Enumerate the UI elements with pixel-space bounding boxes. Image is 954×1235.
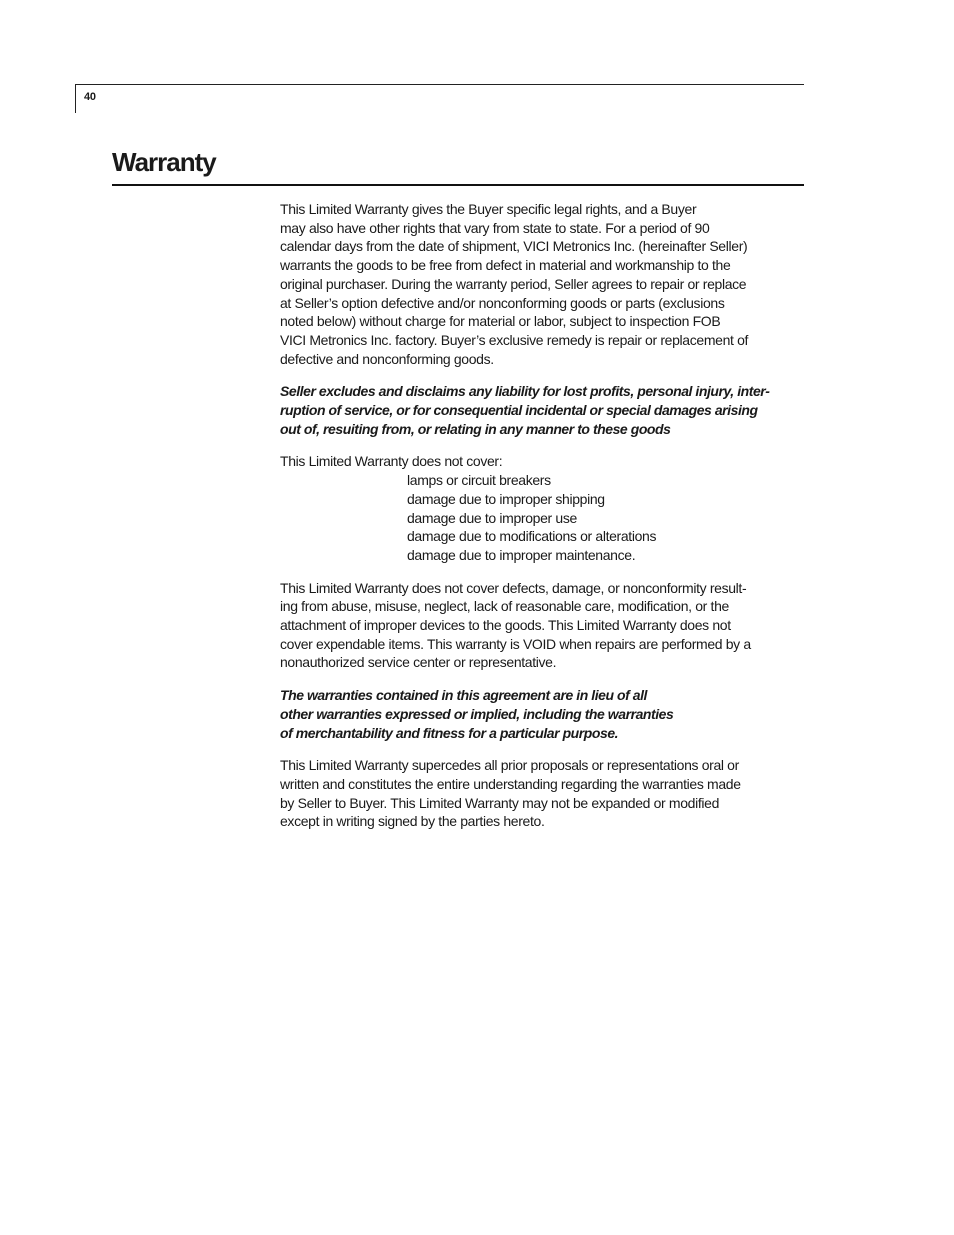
text-line: other warranties expressed or implied, including the warranties xyxy=(280,705,674,722)
text-line: warrants the goods to be free from defect in material and workmanship to the xyxy=(280,257,731,274)
text-line: may also have other rights that vary from state to state. For a period of 90 xyxy=(280,219,710,236)
text-line: VICI Metronics Inc. factory. Buyer’s exclusive remedy is repair or replacement of xyxy=(280,331,749,348)
text-line: defective and nonconforming goods. xyxy=(280,350,494,367)
paragraph-not-covered xyxy=(280,579,806,673)
text-line: ing from abuse, misuse, neglect, lack of reasonable care, modification, or the xyxy=(280,598,729,615)
text-line: cover expendable items. This warranty is VOID when repairs are performed by a xyxy=(280,635,751,652)
text-line: This Limited Warranty supercedes all prior proposals or representations oral or xyxy=(280,757,739,774)
page-title: Warranty xyxy=(112,147,216,177)
text-line: This Limited Warranty gives the Buyer specific legal rights, and a Buyer xyxy=(280,201,697,217)
header-rule xyxy=(75,84,804,85)
list-item: damage due to improper maintenance. xyxy=(407,546,636,563)
list-item: damage due to modifications or alterations xyxy=(407,528,657,545)
text-line: except in writing signed by the parties hereto. xyxy=(280,813,545,830)
text-line: attachment of improper devices to the goods. This Limited Warranty does not xyxy=(280,617,731,634)
text-line: ruption of service, or for consequential incidental or special damages arising xyxy=(280,402,758,419)
text-line: written and constitutes the entire understanding regarding the warranties made xyxy=(280,775,741,792)
paragraph-exclusions xyxy=(280,452,806,564)
paragraph-warranties-in-lieu xyxy=(280,686,806,742)
text-line: at Seller’s option defective and/or nonconforming goods or parts (exclusions xyxy=(280,294,725,311)
text-line: This Limited Warranty does not cover defects, damage, or nonconformity result- xyxy=(280,579,747,596)
warranty-body xyxy=(280,200,806,845)
text-line: of merchantability and fitness for a particular purpose. xyxy=(280,724,619,741)
text-line: original purchaser. During the warranty period, Seller agrees to repair or replace xyxy=(280,275,747,292)
text-line: by Seller to Buyer. This Limited Warranty may not be expanded or modified xyxy=(280,794,720,811)
paragraph-entire-agreement xyxy=(280,756,806,831)
title-underline xyxy=(112,184,804,186)
exclusions-lead: This Limited Warranty does not cover: xyxy=(280,453,503,470)
text-line: calendar days from the date of shipment, VICI Metronics Inc. (hereinafter Seller) xyxy=(280,238,748,255)
list-item: damage due to improper shipping xyxy=(407,490,605,507)
paragraph-liability-disclaimer xyxy=(280,382,806,438)
paragraph-warranty-terms xyxy=(280,200,806,368)
exclusions-list xyxy=(280,471,806,565)
list-item: damage due to improper use xyxy=(407,509,577,526)
page-number: 40 xyxy=(84,91,96,103)
text-line: The warranties contained in this agreement are in lieu of all xyxy=(280,687,647,704)
text-line: Seller excludes and disclaims any liability for lost profits, personal injury, inter- xyxy=(280,383,770,400)
text-line: out of, resuiting from, or relating in any manner to these goods xyxy=(280,420,671,437)
list-item: lamps or circuit breakers xyxy=(407,472,551,489)
text-line: noted below) without charge for material or labor, subject to inspection FOB xyxy=(280,313,721,330)
text-line: nonauthorized service center or representative. xyxy=(280,654,557,671)
header-margin-tick xyxy=(75,84,76,113)
